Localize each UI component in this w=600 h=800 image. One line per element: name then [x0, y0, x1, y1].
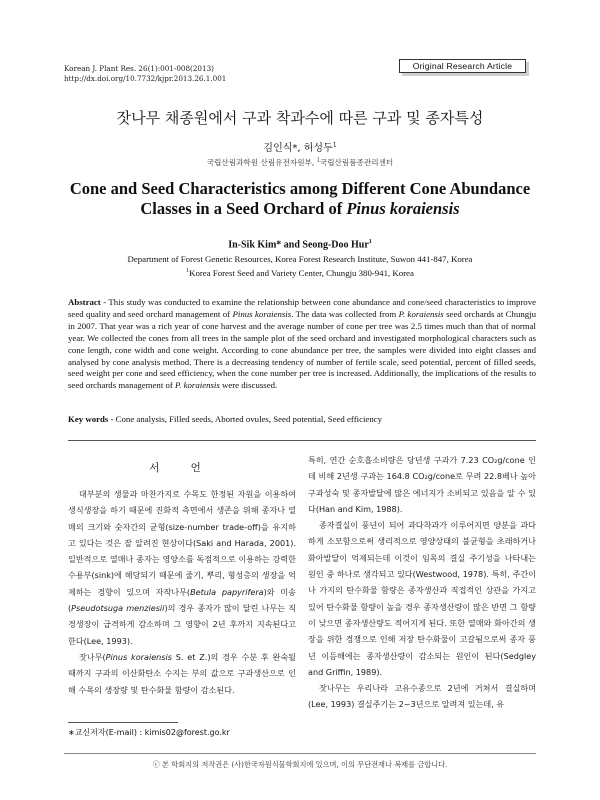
english-affiliation-1: Department of Forest Genetic Resources, Korea Forest Research Institute, Suwon 441-847, Korea [127, 254, 473, 264]
english-title [0, 179, 600, 219]
intro-p1-species-1: Betula papyrifera [190, 586, 264, 597]
abstract-text-3: seed orchards at Chungju in 2007. That year was a rich year of cone harvest and the average number of cone per tree was 2.5 times much than that of normal year. We collected the cones from all trees in the sample plot of the seed orchard and investigated morphological characters such as cone length, cone width and cone weight. According to cone abundance per tree, the samples were divided into eight classes and analysed by cone analysis method. There is a decreasing tendency of number of fertile scale, seed potential, percent of filled seeds, seed weight per cone and seed efficiency, when the cone number per tree is increased. Additionally, the implications of the results to seed orchards management of [68, 308, 536, 391]
keywords-label: Key words [68, 414, 109, 424]
english-authors [0, 239, 600, 250]
abstract-label: Abstract [68, 297, 101, 307]
korean-affiliation-mark: 1 [316, 157, 320, 164]
english-title-species: Pinus koraiensis [346, 199, 460, 218]
intro-p2-text-a: 잣나무( [79, 651, 106, 662]
footer-divider [64, 753, 536, 754]
footnote-divider [68, 722, 178, 723]
article-type-badge: Original Research Article [399, 59, 526, 73]
journal-reference: Korean J. Plant Res. 26(1):001-008(2013) [64, 64, 214, 73]
intro-paragraph-2 [68, 649, 296, 698]
section-title-introduction: 서 언 [149, 462, 215, 474]
english-title-line2 [0, 199, 600, 219]
korean-authors [0, 139, 600, 154]
english-author-affil-mark: 1 [368, 239, 372, 245]
english-title-line1: Cone and Seed Characteristics among Different Cone Abundance [69, 179, 531, 198]
intro-paragraph-3: 종자결실이 풍년이 되어 과다착과가 이루어지면 양분을 과다하게 소모함으로써 생리적으로 영양상태의 불균형을 초래하거나 화아발달이 억제되는데 이것이 임목의 결실 주기성을 나타내는 원인 중 하나로 생각되고 있다(Westwood, 1978). 특히, 주간이나 가지의 탄수화물 함량은 종자생산과 직접적인 상관을 가지고 있어 탄수화물 함량이 높을 경우 종자생산량이 많은 반면 그 함량이 낮으면 종자생산량도 적어지게 된다. 또한 열매와 화아간의 생장을 위한 경쟁으로 인해 저장 탄수화물이 고갈됨으로써 종자 풍년 이듬해에는 종자생산량이 감소되는 원인이 된다(Sedgley and Griffin, 1989). [308, 520, 536, 677]
intro-p1-species-2: Pseudotsuga menziesii [71, 603, 165, 614]
korean-affiliation-1: 국립산림과학원 산림유전자원부, [206, 158, 317, 167]
corresponding-author-email[interactable]: ∗교신저자(E-mail) : kimis02@forest.go.kr [68, 728, 230, 737]
intro-paragraph-1 [68, 486, 296, 649]
intro-paragraph-4: 잣나무는 우리나라 고유수종으로 2년에 거쳐서 결실하며(Lee, 1993) 결실주기는 2~3년으로 알려져 있는데, 유 [308, 683, 536, 710]
korean-author-names: 김인식*, 허성두 [263, 143, 333, 154]
abstract-species-2: P. koraiensis [398, 308, 444, 319]
intro-paragraph-continued: 특히, 연간 순호흡소비량은 당년생 구과가 7.23 CO₂g/cone 인데 비해 2년생 구과는 164.8 CO₂g/cone로 무려 22.8배나 높아 구과성숙 및 종자발달에 많은 에너지가 소비되고 있음을 알 수 있다(Han and Kim, 1988). [308, 455, 536, 514]
copyright-notice: ⓒ 본 학회지의 저작권은 (사)한국자원식물학회지에 있으며, 이의 무단전재나 복제를 금합니다. [152, 760, 448, 769]
english-author-names: In-Sik Kim* and Seong-Doo Hur [228, 239, 369, 251]
korean-affiliation [0, 157, 600, 168]
english-title-line2-text: Classes in a Seed Orchard of [140, 199, 347, 218]
right-column [308, 452, 536, 713]
english-affiliation-2-row [0, 266, 600, 279]
abstract-text-2: . The data was collected from [291, 308, 399, 319]
abstract [68, 297, 536, 392]
korean-title: 잣나무 채종원에서 구과 착과수에 따른 구과 및 종자특성 [116, 109, 484, 127]
intro-p2-text-b: S. et Z.)의 경우 수분 후 완숙될 때까지 구과의 이산화탄소 수지는 부의 값으로 구과생산으로 인해 수목의 생장량 및 탄수화물 함량이 감소된다. [68, 651, 296, 695]
intro-p1-text-c: )의 경우 종자가 많이 달린 나무는 직경생장이 급격하게 감소하며 그 영향이 2년 후까지 지속된다고 한다(Lee, 1993). [68, 603, 297, 646]
intro-p1-text-a: 대부분의 생물과 마찬가지로 수목도 한정된 자원을 이용하여 생식생장을 하기 때문에 진화적 측면에서 생존을 위해 종자나 열매의 크기와 숫자간의 균형(size-number trade-off)을 유지하고 있다는 것은 잘 알려진 현상이다(Saki and Harada, 2001). 일반적으로 열매나 종자는 영양소를 독점적으로 이용하는 강력한 수용부(sink)에 해당되기 때문에 줄기, 뿌리, 형성층의 생장을 억제하는 경향이 있으며 자작나무( [68, 489, 296, 597]
left-column [68, 486, 296, 698]
intro-p1-text-b: )와 미송( [68, 586, 296, 614]
doi-link[interactable]: http://dx.doi.org/10.7732/kjpr.2013.26.1.001 [64, 73, 227, 83]
abstract-species-3: P. koraiensis [174, 380, 220, 391]
keywords [68, 414, 536, 424]
section-divider [68, 440, 536, 441]
journal-citation [64, 64, 226, 83]
keywords-text: - Cone analysis, Filled seeds, Aborted ovules, Seed potential, Seed efficiency [108, 414, 383, 424]
abstract-text-4: were discussed. [219, 380, 278, 391]
abstract-species-1: Pinus koraiensis [232, 308, 292, 319]
korean-author-affil-mark: 1 [332, 141, 337, 149]
english-affiliation-mark: 1 [186, 267, 190, 274]
korean-affiliation-2: 국립산림품종관리센터 [319, 158, 394, 167]
english-affiliation-2: Korea Forest Seed and Variety Center, Chungju 380-941, Korea [189, 267, 414, 278]
intro-p2-species: Pinus koraiensis [105, 651, 172, 662]
abstract-text-1: - This study was conducted to examine the relationship between cone abundance and cone/seed characteristics to improve seed quality and seed orchard management of [68, 297, 536, 319]
english-affiliation [0, 254, 600, 279]
